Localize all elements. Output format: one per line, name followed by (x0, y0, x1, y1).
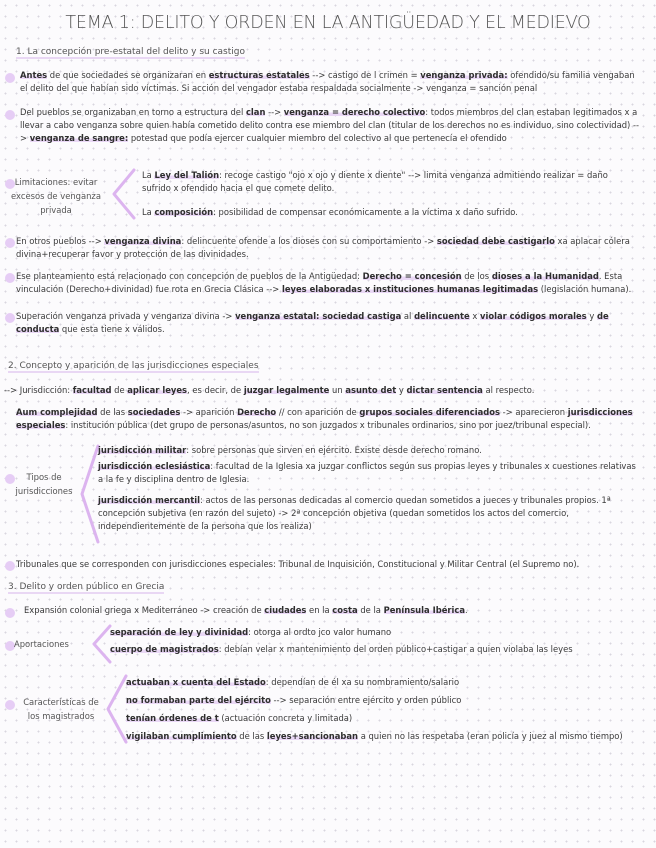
key-term: grupos sociales diferenciados (359, 407, 500, 417)
key-term: no formaban parte del ejército (126, 695, 271, 705)
text-run: --> separación entre ejército y orden público (270, 695, 462, 705)
text-run: -> aparición (180, 407, 238, 417)
key-term: actuaban x cuenta del Estado (126, 677, 266, 687)
key-term: dictar sentencia (406, 385, 483, 395)
key-term: Derecho = concesión (362, 271, 462, 281)
text-run: (actuación concreta y limitada) (218, 713, 353, 723)
key-term: aplicar leyes (127, 385, 188, 395)
text-run: y (396, 385, 407, 395)
feature-state (126, 676, 640, 689)
text-run: ofendido/su familia vengaban el delito del que habían sido víctimas. Si acción del vengador estaba respaldada socialmente -> venganza = sanción penal (20, 70, 635, 94)
text-run: -> aparecieron (499, 407, 568, 417)
key-term: asunto det (345, 385, 397, 395)
bullet-dot (5, 313, 15, 323)
s1-paragraph-4 (16, 270, 640, 296)
section-1-heading: 1. La concepción pre-estatal del delito y su castigo (16, 46, 245, 59)
key-term: clan (245, 107, 266, 117)
feature-enforcement (126, 730, 646, 743)
key-term: dioses a la Humanidad (491, 271, 599, 281)
key-term: separación de ley y divinidad (110, 627, 249, 637)
text-run: : sobre personas que sirven en ejército. Existe desde derecho romano. (186, 445, 482, 455)
feature-army (126, 694, 640, 707)
contributions-label: Aportaciones (14, 639, 69, 649)
key-term: vigilaban cumplimiento (126, 731, 237, 741)
key-term: venganza divina (104, 236, 182, 246)
s2-paragraph-2 (16, 406, 640, 432)
text-run: Tribunales que se corresponden con jurisdicciones especiales: Tribunal de Inquisición, Constitucional y Militar Central (el Supremo no). (16, 559, 580, 569)
text-run: que esta tiene x válidos. (59, 324, 165, 335)
text-run: Del pueblos se organizaban en torno a estructura del (20, 107, 246, 117)
key-term: cuerpo de magistrados (110, 644, 219, 654)
s3-paragraph-1 (24, 604, 638, 617)
text-run: al (401, 311, 415, 321)
key-term: sociedades (127, 407, 181, 417)
text-run: : debían velar x mantenimiento del orden público+castigar a quien violaba las leyes (218, 644, 573, 654)
text-run: . (465, 605, 468, 615)
key-term: Aum complejidad (16, 407, 98, 417)
text-run: , es decir, de (187, 385, 244, 395)
text-run: : facultad de la Iglesia xa juzgar conflictos según sus propias leyes y tribunales x cuestiones relativas a la fe y disciplina dentro de Iglesia. (98, 461, 636, 485)
text-run: Ese planteamiento está relacionado con concepción de pueblos de la Antigüedad: (16, 271, 363, 281)
key-term: venganza privada: (420, 70, 508, 80)
contribution-magistrates (110, 643, 640, 656)
s1-paragraph-2 (20, 106, 640, 146)
limitation-talion (142, 169, 638, 195)
text-run: un (329, 385, 346, 395)
brace-icon (90, 624, 112, 664)
text-run: : delincuente ofende a los dioses con su comportamiento -> (181, 236, 437, 246)
text-run: En otros pueblos --> (16, 236, 105, 246)
text-run: y (586, 311, 597, 321)
key-term: violar códigos morales (479, 311, 587, 321)
text-run: --> castigo de l crimen = (309, 70, 421, 80)
bullet-dot (5, 608, 15, 618)
text-run: xa aplacar cólera divina+recuperar favor y protección de las divinidades. (16, 236, 630, 260)
text-run: de los (461, 271, 492, 281)
text-run: : todos miembros del clan estaban legitimados x a llevar a cabo venganza sobre quien había cometido delito contra ese miembro del clan (titular de los derechos no es individuo, sino colectividad) --> (20, 107, 640, 144)
key-term: venganza de sangre: (29, 133, 129, 144)
key-term: estructuras estatales (208, 70, 310, 80)
key-term: leyes elaboradas x instituciones humanas legitimadas (281, 284, 539, 295)
magistrates-features-label: Características de los magistrados (23, 697, 99, 721)
key-term: tenían órdenes de t (126, 713, 219, 723)
key-term: sociedad debe castigarlo (436, 236, 555, 246)
s2-paragraph-1 (4, 384, 644, 397)
key-term: venganza estatal: sociedad castiga (235, 311, 402, 321)
jurisdiction-types-label: Tipos de jurisdicciones (15, 472, 73, 496)
text-run: : posibilidad de compensar económicamente a la víctima x daño sufrido. (213, 207, 518, 217)
type-mercantile (98, 494, 646, 534)
text-run: Superación venganza privada y venganza divina -> (16, 311, 236, 321)
text-run: : dependían de él xa su nombramiento/salario (265, 677, 460, 687)
s2-paragraph-3 (16, 558, 646, 571)
text-run: (legislación humana). (538, 284, 632, 295)
bullet-dot (5, 561, 15, 571)
bullet-dot (5, 110, 15, 120)
contribution-law-divinity (110, 626, 640, 639)
text-run: de las (97, 407, 128, 417)
key-term: jurisdicción militar (98, 445, 187, 455)
section-2-heading: 2. Concepto y aparición de las jurisdicciones especiales (8, 360, 259, 373)
type-ecclesiastical (98, 460, 638, 486)
key-term: Antes (20, 70, 48, 80)
key-term: Ley del Talión (154, 170, 220, 180)
bullet-dot (5, 273, 15, 283)
key-term: Derecho (237, 407, 277, 417)
text-run: Expansión colonial griega x Mediterráneo -> creación de (24, 605, 265, 615)
text-run: --> (265, 107, 284, 117)
text-run: de la (357, 605, 384, 615)
text-run: : actos de las personas dedicadas al comercio quedan sometidos a jueces y tribunales propios. 1ª concepción subjetiva (en razón del sujeto) -> 2ª concepción objetiva (quedan sometidos los actos del comercio, independientemente de la persona que los realiza) (98, 495, 611, 532)
bullet-dot (5, 73, 15, 83)
key-term: de conducta (16, 311, 609, 335)
text-run: de (111, 385, 128, 395)
key-term: jurisdicción mercantil (98, 495, 200, 505)
key-term: composición (154, 207, 214, 217)
feature-orders (126, 712, 640, 725)
brace-icon (108, 168, 138, 220)
text-run: . Esta vinculación (Derecho+divinidad) fue rota en Grecia Clásica --> (16, 271, 623, 295)
text-run: al respecto. (482, 385, 535, 395)
limitation-composicion (142, 206, 638, 219)
text-run: : recoge castigo "ojo x ojo y diente x diente" --> limita venganza admitiendo realizar = daño sufrido x ofendido hacia el que comete delito. (142, 170, 608, 194)
text-run: en la (306, 605, 333, 615)
text-run: La (142, 207, 155, 217)
s1-paragraph-5 (16, 310, 652, 336)
brace-icon (104, 674, 128, 744)
key-term: jurisdicción eclesiástica (98, 461, 211, 471)
key-term: costa (332, 605, 358, 615)
text-run: --> Jurisdicción: (4, 385, 73, 395)
bullet-dot (5, 238, 15, 248)
text-run: La (142, 170, 155, 180)
text-run: // con aparición de (276, 407, 360, 417)
text-run: : otorga al ordto jco valor humano (248, 627, 392, 637)
s1-paragraph-3 (16, 235, 640, 261)
text-run: : institución pública (det grupo de personas/asuntos, no son juzgados x tribunales ordinarios, sino por juez/tribunal especial). (65, 420, 591, 431)
brace-icon (78, 444, 100, 544)
key-term: facultad (72, 385, 112, 395)
key-term: delincuente (414, 311, 470, 321)
limitations-label: Limitaciones: evitar excesos de venganza privada (11, 177, 101, 215)
text-run: a quien no las respetaba (eran policía y juez al mismo tiempo) (358, 731, 623, 741)
section-3-heading: 3. Delito y orden público en Grecia (8, 581, 164, 594)
text-run: de las (236, 731, 267, 741)
type-military (98, 444, 638, 457)
text-run: potestad que podía ejercer cualquier miembro del colectivo al que pertenecía el ofendido (128, 133, 507, 144)
key-term: jurisdicciones especiales (16, 407, 633, 431)
key-term: leyes+sancionaban (266, 731, 359, 741)
text-run: de que sociedades se organizaran en (47, 70, 209, 80)
s1-paragraph-1 (20, 69, 638, 95)
key-term: Península Ibérica (383, 605, 465, 615)
bullet-dot (5, 700, 15, 710)
text-run: x (469, 311, 480, 321)
page-title: TEMA 1: DELITO Y ORDEN EN LA ANTIGÜEDAD Y EL MEDIEVO (65, 13, 591, 33)
key-term: juzgar legalmente (243, 385, 330, 395)
key-term: ciudades (264, 605, 307, 615)
key-term: venganza = derecho colectivo (283, 107, 426, 117)
